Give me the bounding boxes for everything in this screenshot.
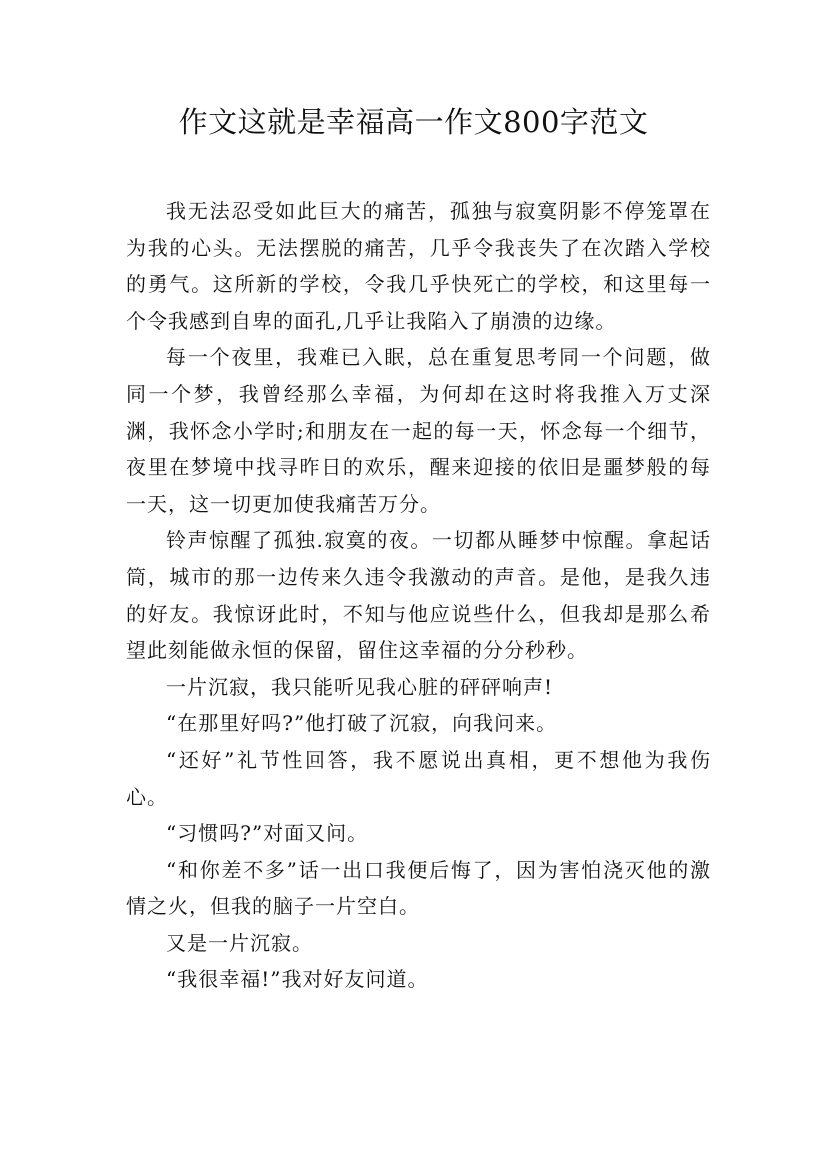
paragraph: 每一个夜里，我难已入眠，总在重复思考同一个问题，做同一个梦，我曾经那么幸福，为何却在这时将我推入万丈深渊，我怀念小学时;和朋友在一起的每一天，怀念每一个细节，夜里在梦境中找寻昨日的欢乐，醒来迎接的依旧是噩梦般的每一天，这一切更加使我痛苦万分。: [126, 345, 711, 516]
paragraph: 一片沉寂，我只能听见我心脏的砰砰响声!: [166, 674, 554, 699]
document-title: 作文这就是幸福高一作文800字范文: [178, 105, 649, 139]
paragraph: 铃声惊醒了孤独.寂寞的夜。一切都从睡梦中惊醒。拿起话筒，城市的那一边传来久违令我激动的声音。是他，是我久违的好友。我惊讶此时，不知与他应说些什么，但我却是那么希望此刻能做永恒的保留，留住这幸福的分分秒秒。: [126, 528, 711, 663]
paragraph: “和你差不多”话一出口我便后悔了，因为害怕浇灭他的激情之火，但我的脑子一片空白。: [126, 857, 711, 919]
paragraph: 我无法忍受如此巨大的痛苦，孤独与寂寞阴影不停笼罩在为我的心头。无法摆脱的痛苦，几乎令我丧失了在次踏入学校的勇气。这所新的学校，令我几乎快死亡的学校，和这里每一个令我感到自卑的面孔,几乎让我陷入了崩溃的边缘。: [126, 199, 711, 333]
paragraph: “习惯吗?”对面又问。: [166, 821, 369, 846]
paragraph: 又是一片沉寂。: [166, 930, 313, 955]
paragraph: “还好”礼节性回答，我不愿说出真相，更不想他为我伤心。: [126, 747, 711, 809]
paragraph: “我很幸福!”我对好友问道。: [166, 967, 429, 992]
paragraph: “在那里好吗?”他打破了沉寂，向我问来。: [166, 711, 558, 736]
document-body: [126, 193, 711, 998]
